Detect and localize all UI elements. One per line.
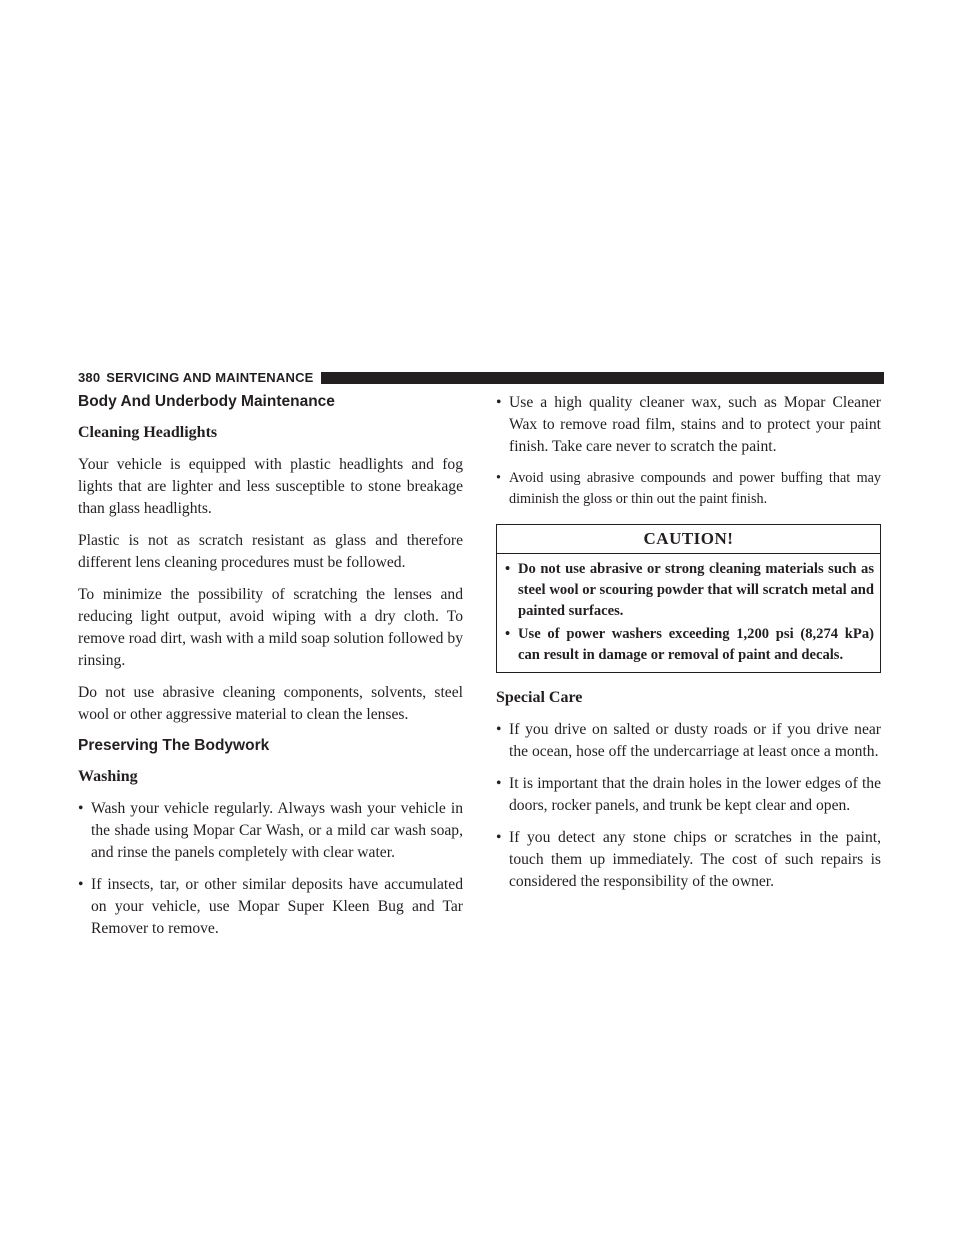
heading-preserving-bodywork: Preserving The Bodywork (78, 737, 270, 754)
list-item: • Wash your vehicle regularly. Always wash your vehicle in the shade using Mopar Car Wash, or a mild car wash soap, and rinse the panels completely with clear water. (78, 798, 463, 864)
list-item: • It is important that the drain holes in the lower edges of the doors, rocker panels, and trunk be kept clear and open. (496, 773, 881, 817)
caution-box (496, 524, 881, 673)
paragraph: Do not use abrasive cleaning components, solvents, steel wool or other aggressive material to clean the lenses. (78, 684, 463, 723)
section-title: SERVICING AND MAINTENANCE (106, 370, 314, 385)
subheading-special-care: Special Care (496, 689, 583, 706)
paragraph: Your vehicle is equipped with plastic headlights and fog lights that are lighter and less susceptible to stone breakage than glass headlights. (78, 456, 463, 517)
paragraph: Plastic is not as scratch resistant as glass and therefore different lens cleaning procedures must be followed. (78, 532, 463, 571)
list-item: • If you detect any stone chips or scratches in the paint, touch them up immediately. The cost of such repairs is considered the responsibility of the owner. (496, 827, 881, 893)
page-header (78, 370, 884, 386)
list-item: • Avoid using abrasive compounds and power buffing that may diminish the gloss or thin out the paint finish. (496, 468, 881, 510)
subheading-washing: Washing (78, 768, 138, 785)
page-number: 380 (78, 370, 101, 385)
list-item: • If you drive on salted or dusty roads or if you drive near the ocean, hose off the undercarriage at least once a month. (496, 719, 881, 763)
heading-body-underbody: Body And Underbody Maintenance (78, 393, 335, 410)
caution-item: • Use of power washers exceeding 1,200 psi (8,274 kPa) can result in damage or removal of paint and decals. (505, 624, 874, 666)
header-rule (321, 372, 884, 384)
caution-title: CAUTION! (497, 525, 880, 554)
right-column (496, 392, 881, 903)
paragraph: To minimize the possibility of scratching the lenses and reducing light output, avoid wiping with a dry cloth. To remove road dirt, wash with a mild soap solution followed by rinsing. (78, 586, 463, 669)
caution-item: • Do not use abrasive or strong cleaning materials such as steel wool or scouring powder that will scratch metal and painted surfaces. (505, 559, 874, 622)
subheading-cleaning-headlights: Cleaning Headlights (78, 424, 218, 441)
list-item: • Use a high quality cleaner wax, such as Mopar Cleaner Wax to remove road film, stains and to protect your paint finish. Take care never to scratch the paint. (496, 392, 881, 458)
list-item: • If insects, tar, or other similar deposits have accumulated on your vehicle, use Mopar Super Kleen Bug and Tar Remover to remove. (78, 874, 463, 940)
left-column (78, 392, 463, 950)
caution-body (497, 554, 880, 672)
